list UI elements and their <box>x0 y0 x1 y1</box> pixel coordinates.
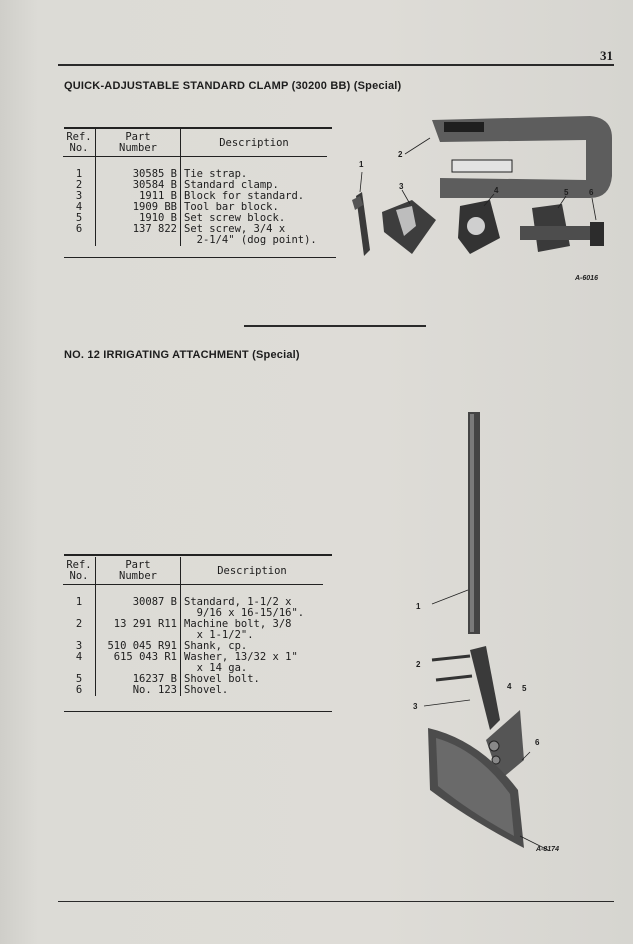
ref-cell: 6 <box>63 685 96 696</box>
description-line: Set screw, 3/4 x <box>184 223 286 235</box>
figure1-code: A-6016 <box>575 275 598 282</box>
part-number-cell: 13 291 R11 <box>96 619 181 641</box>
standard-clamp-drawing <box>405 116 612 198</box>
ref-cell: 5 <box>63 674 96 685</box>
description-line: Washer, 13/32 x 1" <box>184 651 298 663</box>
part-number-cell: 510 045 R91 <box>96 641 181 652</box>
ref-cell: 3 <box>63 641 96 652</box>
description-line: Machine bolt, 3/8 <box>184 618 292 630</box>
ref-cell: 2 <box>63 619 96 641</box>
description-line: Shovel. <box>184 684 229 696</box>
ref-cell: 5 <box>63 213 96 224</box>
callout-6: 6 <box>535 738 540 747</box>
description-line: 9/16 x 16-15/16". <box>184 607 305 619</box>
description-line: Set screw block. <box>184 212 286 224</box>
irrigating-attachment-drawing <box>424 412 548 850</box>
callout-2: 2 <box>398 150 403 159</box>
callout-5: 5 <box>522 684 527 693</box>
description-line: Block for standard. <box>184 190 305 202</box>
description-line: Shovel bolt. <box>184 673 260 685</box>
part-number-cell: 137 822 <box>96 224 181 246</box>
callout-6: 6 <box>589 188 594 197</box>
description-header: Description <box>181 557 324 585</box>
callout-1: 1 <box>416 602 421 611</box>
figure2-code: A-8174 <box>536 846 559 853</box>
callout-5: 5 <box>564 188 569 197</box>
part-header: Part Number <box>96 557 181 585</box>
section2-title-text: NO. 12 IRRIGATING ATTACHMENT <box>64 349 249 361</box>
ref-header: Ref. No. <box>63 129 96 157</box>
description-line: Tool bar block. <box>184 201 279 213</box>
part-number-cell: 30585 B <box>96 157 181 181</box>
page-number: 31 <box>600 48 613 63</box>
ref-cell: 2 <box>63 180 96 191</box>
part-number-cell: 30584 B <box>96 180 181 191</box>
standard-block-drawing <box>382 190 436 254</box>
callout-4: 4 <box>507 682 512 691</box>
ref-cell: 6 <box>63 224 96 246</box>
toolbar-block-drawing <box>458 194 500 254</box>
part-number-cell: 1911 B <box>96 191 181 202</box>
part-number-cell: 615 043 R1 <box>96 652 181 674</box>
description-line: x 14 ga. <box>184 662 248 674</box>
part-number-cell: 16237 B <box>96 674 181 685</box>
callout-2: 2 <box>416 660 421 669</box>
ref-cell: 4 <box>63 202 96 213</box>
ref-header: Ref. No. <box>63 557 96 585</box>
part-header: Part Number <box>96 129 181 157</box>
tie-strap-drawing <box>352 172 370 256</box>
part-number-cell: 1909 BB <box>96 202 181 213</box>
ref-cell: 1 <box>63 157 96 181</box>
setscrew-block-drawing <box>520 196 604 252</box>
section2-special: (Special) <box>252 349 300 361</box>
callout-4: 4 <box>494 186 499 195</box>
callout-1: 1 <box>359 160 364 169</box>
description-line: x 1-1/2". <box>184 629 254 641</box>
footer-rule <box>58 901 614 902</box>
ref-cell: 4 <box>63 652 96 674</box>
description-line: 2-1/4" (dog point). <box>184 234 317 246</box>
part-number-cell: 1910 B <box>96 213 181 224</box>
callout-3: 3 <box>413 702 418 711</box>
ref-cell: 1 <box>63 585 96 620</box>
ref-cell: 3 <box>63 191 96 202</box>
description-line: Shank, cp. <box>184 640 248 652</box>
description-line: Standard, 1-1/2 x <box>184 596 292 608</box>
description-line: Standard clamp. <box>184 179 279 191</box>
callout-3: 3 <box>399 182 404 191</box>
part-number-cell: No. 123 <box>96 685 181 696</box>
section1-special: (Special) <box>353 80 402 92</box>
description-line: Tie strap. <box>184 168 248 180</box>
part-number-cell: 30087 B <box>96 585 181 620</box>
description-header: Description <box>181 129 328 157</box>
section1-title-text: QUICK-ADJUSTABLE STANDARD CLAMP (30200 BB) <box>64 80 351 92</box>
